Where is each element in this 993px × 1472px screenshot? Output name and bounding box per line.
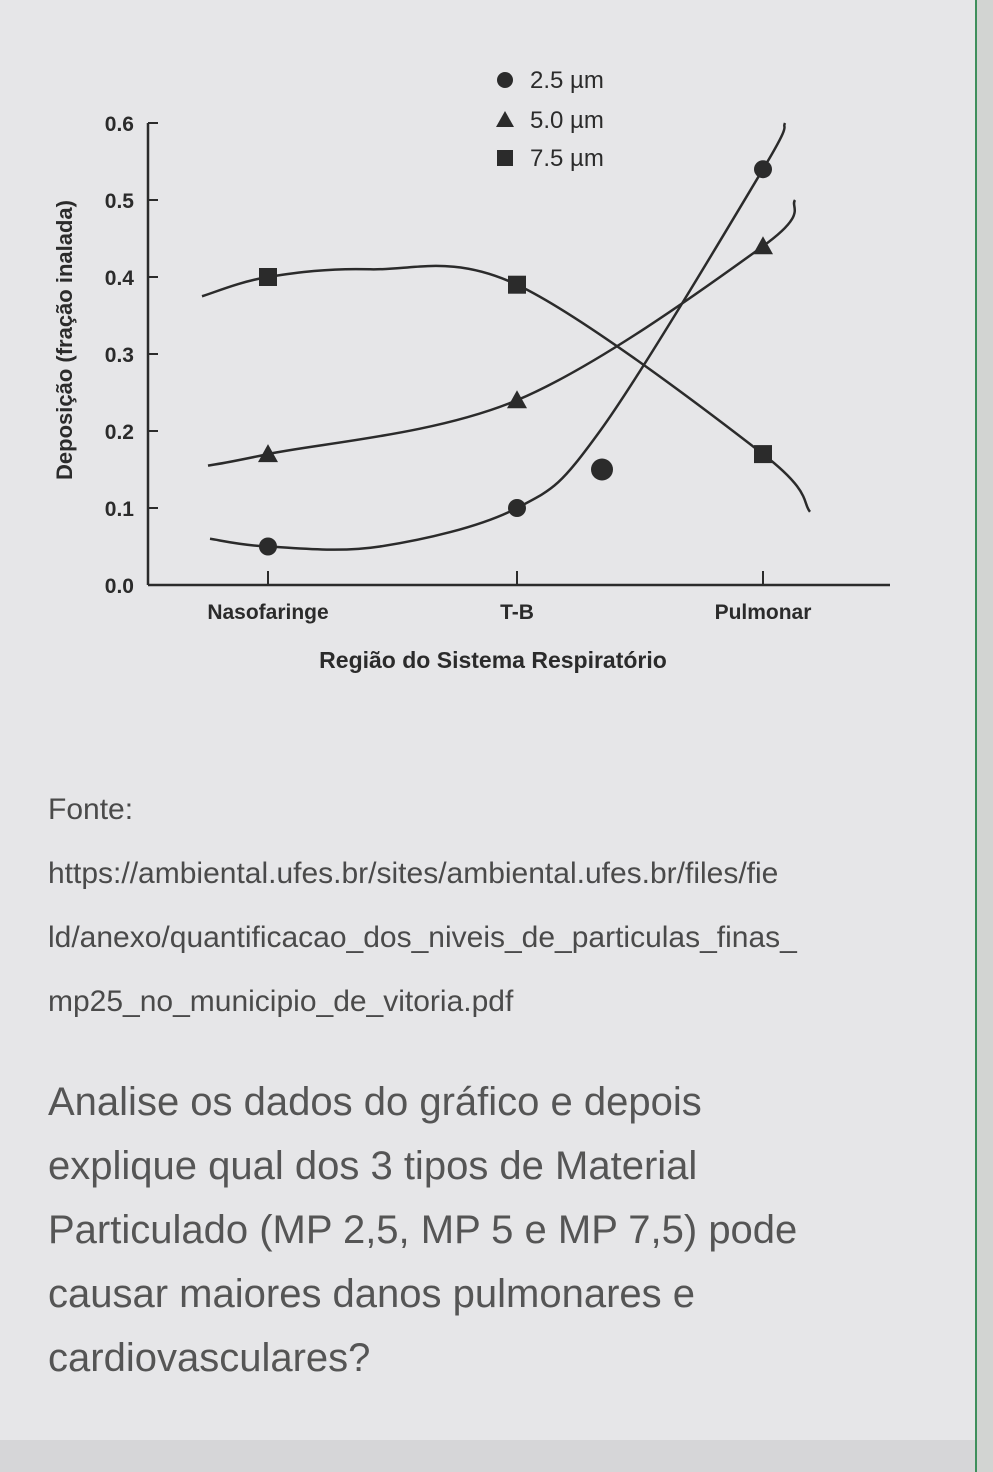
source-url-line-3: mp25_no_municipio_de_vitoria.pdf — [48, 985, 514, 1018]
series-line — [208, 200, 795, 466]
y-tick-label: 0.0 — [104, 575, 134, 598]
chart-legend — [496, 67, 604, 172]
chart-axes — [105, 113, 890, 624]
y-axis-label: Deposição (fração inalada) — [52, 200, 77, 480]
y-tick-label: 0.2 — [104, 421, 134, 444]
data-point-square — [508, 276, 526, 294]
x-axis-label: Região do Sistema Respiratório — [319, 647, 667, 673]
data-point-circle — [591, 459, 613, 481]
legend-label: 2.5 µm — [530, 67, 604, 94]
source-url-line-2: ld/anexo/quantificacao_dos_niveis_de_particulas_finas_ — [48, 921, 797, 954]
bottom-band — [0, 1440, 975, 1472]
source-label: Fonte: — [48, 793, 134, 826]
question-line: Particulado (MP 2,5, MP 5 e MP 7,5) pode — [48, 1208, 798, 1252]
data-point-square — [259, 268, 277, 286]
series-line — [202, 266, 810, 512]
data-point-square — [754, 445, 772, 463]
legend-label: 5.0 µm — [530, 107, 604, 134]
source-citation — [48, 778, 948, 1034]
y-tick-label: 0.6 — [104, 113, 134, 136]
deposition-chart — [0, 0, 975, 700]
x-tick-label: Pulmonar — [714, 601, 812, 624]
x-tick-label: Nasofaringe — [207, 601, 329, 624]
legend-marker-square — [497, 150, 513, 166]
source-url-line-1: https://ambiental.ufes.br/sites/ambiental.ufes.br/files/fie — [48, 857, 779, 890]
y-tick-label: 0.3 — [104, 344, 134, 367]
y-tick-label: 0.4 — [104, 267, 134, 290]
series-curves — [202, 123, 810, 550]
question-line: Analise os dados do gráfico e depois — [48, 1080, 702, 1124]
question-line: explique qual dos 3 tipos de Material — [48, 1144, 698, 1188]
question-text — [48, 1070, 928, 1390]
series-markers — [258, 160, 773, 555]
legend-label: 7.5 µm — [530, 145, 604, 172]
data-point-circle — [259, 538, 277, 556]
y-tick-label: 0.5 — [104, 190, 134, 213]
data-point-triangle — [507, 390, 527, 408]
right-edge-strip — [977, 0, 993, 1472]
series-line — [210, 123, 785, 550]
legend-marker-triangle — [496, 111, 514, 127]
question-line: causar maiores danos pulmonares e — [48, 1272, 696, 1316]
data-point-circle — [754, 160, 772, 178]
question-line: cardiovasculares? — [48, 1336, 371, 1380]
legend-marker-circle — [497, 72, 513, 88]
x-tick-label: T-B — [500, 601, 534, 624]
data-point-circle — [508, 499, 526, 517]
y-tick-label: 0.1 — [104, 498, 134, 521]
data-point-triangle — [753, 236, 773, 254]
